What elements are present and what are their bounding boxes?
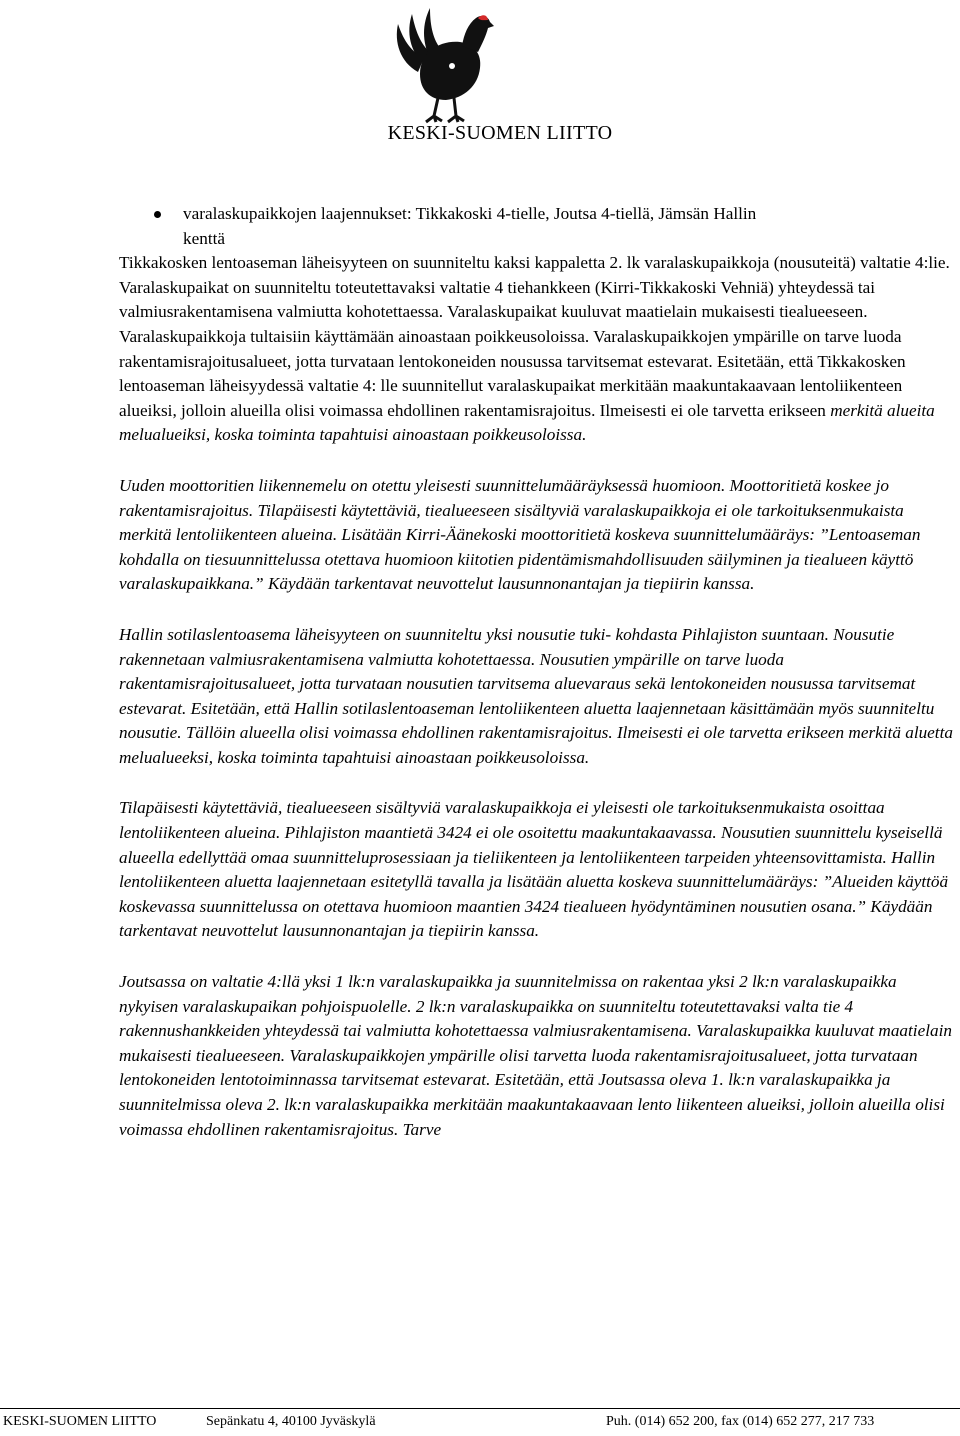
paragraph-moottoritie: Uuden moottoritien liikennemelu on otettu yleisesti suunnittelumääräyksessä huomioon. Moottoritietä koskee jo rakentamisrajoitus. Tilapäisesti käytettäviä, tiealueeseen sisältyviä varalaskupaikkoja ei ole tarkoituksenmukaista merkitä lentoliikenteen alueina. Lisätään Kirri-Äänekoski moottoritietä koskeva suunnittelumääräys: ”Lentoaseman kohdalla on tiesuunnittelussa otettava huomioon kiitotien pidentämismahdollisuuden säilyminen ja tiealueen käyttö varalaskupaikkana.” Käydään tarkentavat neuvottelut lausunnonantajan ja tiepiirin kanssa. <box>119 475 921 594</box>
paragraph-tikkakoski-italic: merkitä alueita melualueiksi, koska toiminta tapahtuisi ainoastaan poikkeusoloissa. <box>119 400 935 445</box>
bullet-item <box>119 202 959 251</box>
bullet-icon <box>154 211 161 218</box>
footer-organization: KESKI-SUOMEN LIITTO <box>3 1414 157 1429</box>
bullet-line-1: varalaskupaikkojen laajennukset: Tikkakoski 4-tielle, Joutsa 4-tiellä, Jämsän Hallin <box>183 204 757 223</box>
paragraph-tikkakoski <box>119 251 959 448</box>
capercaillie-logo-icon <box>390 2 500 124</box>
organization-name: KESKI-SUOMEN LIITTO <box>387 122 613 144</box>
footer <box>0 1410 960 1436</box>
footer-address: Sepänkatu 4, 40100 Jyväskylä <box>206 1414 376 1429</box>
bullet-line-2: kenttä <box>183 228 225 248</box>
footer-phone: Puh. (014) 652 200, fax (014) 652 277, 217 733 <box>606 1414 875 1429</box>
paragraph-halli: Hallin sotilaslentoasema läheisyyteen on suunniteltu yksi nousutie tuki- kohdasta Pihlajiston suuntaan. Nousutie rakennetaan valmiusrakentamisena valmiutta kohotettaessa. Nousutien ympärille on tarve luoda rakentamisrajoitusalueet, jotta turvataan nousutien tarvitsema aluevaraus sekä lentokoneiden nousussa tarvitsemat estevarat. Esitetään, että Hallin sotilaslentoaseman lentoliikenteen aluetta laajennetaan käsittämään myös suunniteltu nousutie. Tällöin alueella olisi voimassa ehdollinen rakentamisrajoitus. Ilmeisesti ei ole tarvetta erikseen merkitä aluetta melualueeksi, koska toiminta tapahtuisi ainoastaan poikkeusoloissa. <box>119 624 953 767</box>
letterhead <box>0 0 960 150</box>
paragraph-tikkakoski-text: Tikkakosken lentoaseman läheisyyteen on suunniteltu kaksi kappaletta 2. lk varalaskupaikkoja (nousuteitä) valtatie 4:lie. Varalaskupaikat on suunniteltu toteutettavaksi valtatie 4 tiehankkeen (Kirri-Tikkakoski Vehniä) yhteydessä tai valmiusrakentamisena valmiutta kohotettaessa. Varalaskupaikat kuuluvat maatielain mukaisesti tiealueeseen. Varalaskupaikkoja tultaisiin käyttämään ainoastaan poikkeusoloissa. Varalaskupaikkojen ympärille on tarve luoda rakentamisrajoitusalueet, jotta turvataan lentokoneiden nousussa tarvitsemat estevarat. Esitetään, että Tikkakosken lentoaseman läheisyydessä valtatie 4: lle suunnitellut varalaskupaikat merkitään maakuntakaavaan lentoliikenteen alueiksi, jolloin alueilla olisi voimassa ehdollinen rakentamisrajoitus. Ilmeisesti ei ole tarvetta erikseen <box>119 253 950 420</box>
paragraph-pihlajisto: Tilapäisesti käytettäviä, tiealueeseen sisältyviä varalaskupaikkoja ei yleisesti ole tarkoituksenmukaista osoittaa lentoliikenteen alueina. Pihlajiston maantietä 3424 ei ole osoitettu maakuntakaavassa. Nousutien suunnittelu kyseisellä alueella edellyttää omaa suunnitteluprosessiaan ja tieliikenteen ja lentoliikenteen tarpeiden yhteensovittamista. Hallin lentoliikenteen aluetta laajennetaan esitetyllä tavalla ja lisätään aluetta koskeva suunnittelumääräys: ”Alueiden käyttöä koskevassa suunnittelussa on otettava huomioon maantien 3424 tiealueen hyödyntäminen nousutien osana.” Käydään tarkentavat neuvottelut lausunnonantajan ja tiepiirin kanssa. <box>119 798 949 941</box>
document-body <box>119 202 959 1142</box>
footer-divider <box>0 1408 960 1409</box>
paragraph-joutsa: Joutsassa on valtatie 4:llä yksi 1 lk:n varalaskupaikka ja suunnitelmissa on rakentaa yksi 2 lk:n varalaskupaikka nykyisen varalaskupaikan pohjoispuolelle. 2 lk:n varalaskupaikka on suunniteltu toteutettavaksi valta tie 4 rakennushankkeiden yhteydessä tai valmiutta kohotettaessa valmiusrakentamisena. Varalaskupaikka kuuluvat maatielain mukaisesti tiealueeseen. Varalaskupaikkojen ympärille olisi tarvetta luoda rakentamisrajoitusalueet, jotta turvataan lentokoneiden lentotoiminnassa tarvitsemat estevarat. Esitetään, että Joutsassa oleva 1. lk:n varalaskupaikka ja suunnitelmissa oleva 2. lk:n varalaskupaikka merkitään maakuntakaavaan lento liikenteen alueiksi, jolloin alueilla olisi voimassa ehdollinen rakentamisrajoitus. Tarve <box>119 972 952 1139</box>
